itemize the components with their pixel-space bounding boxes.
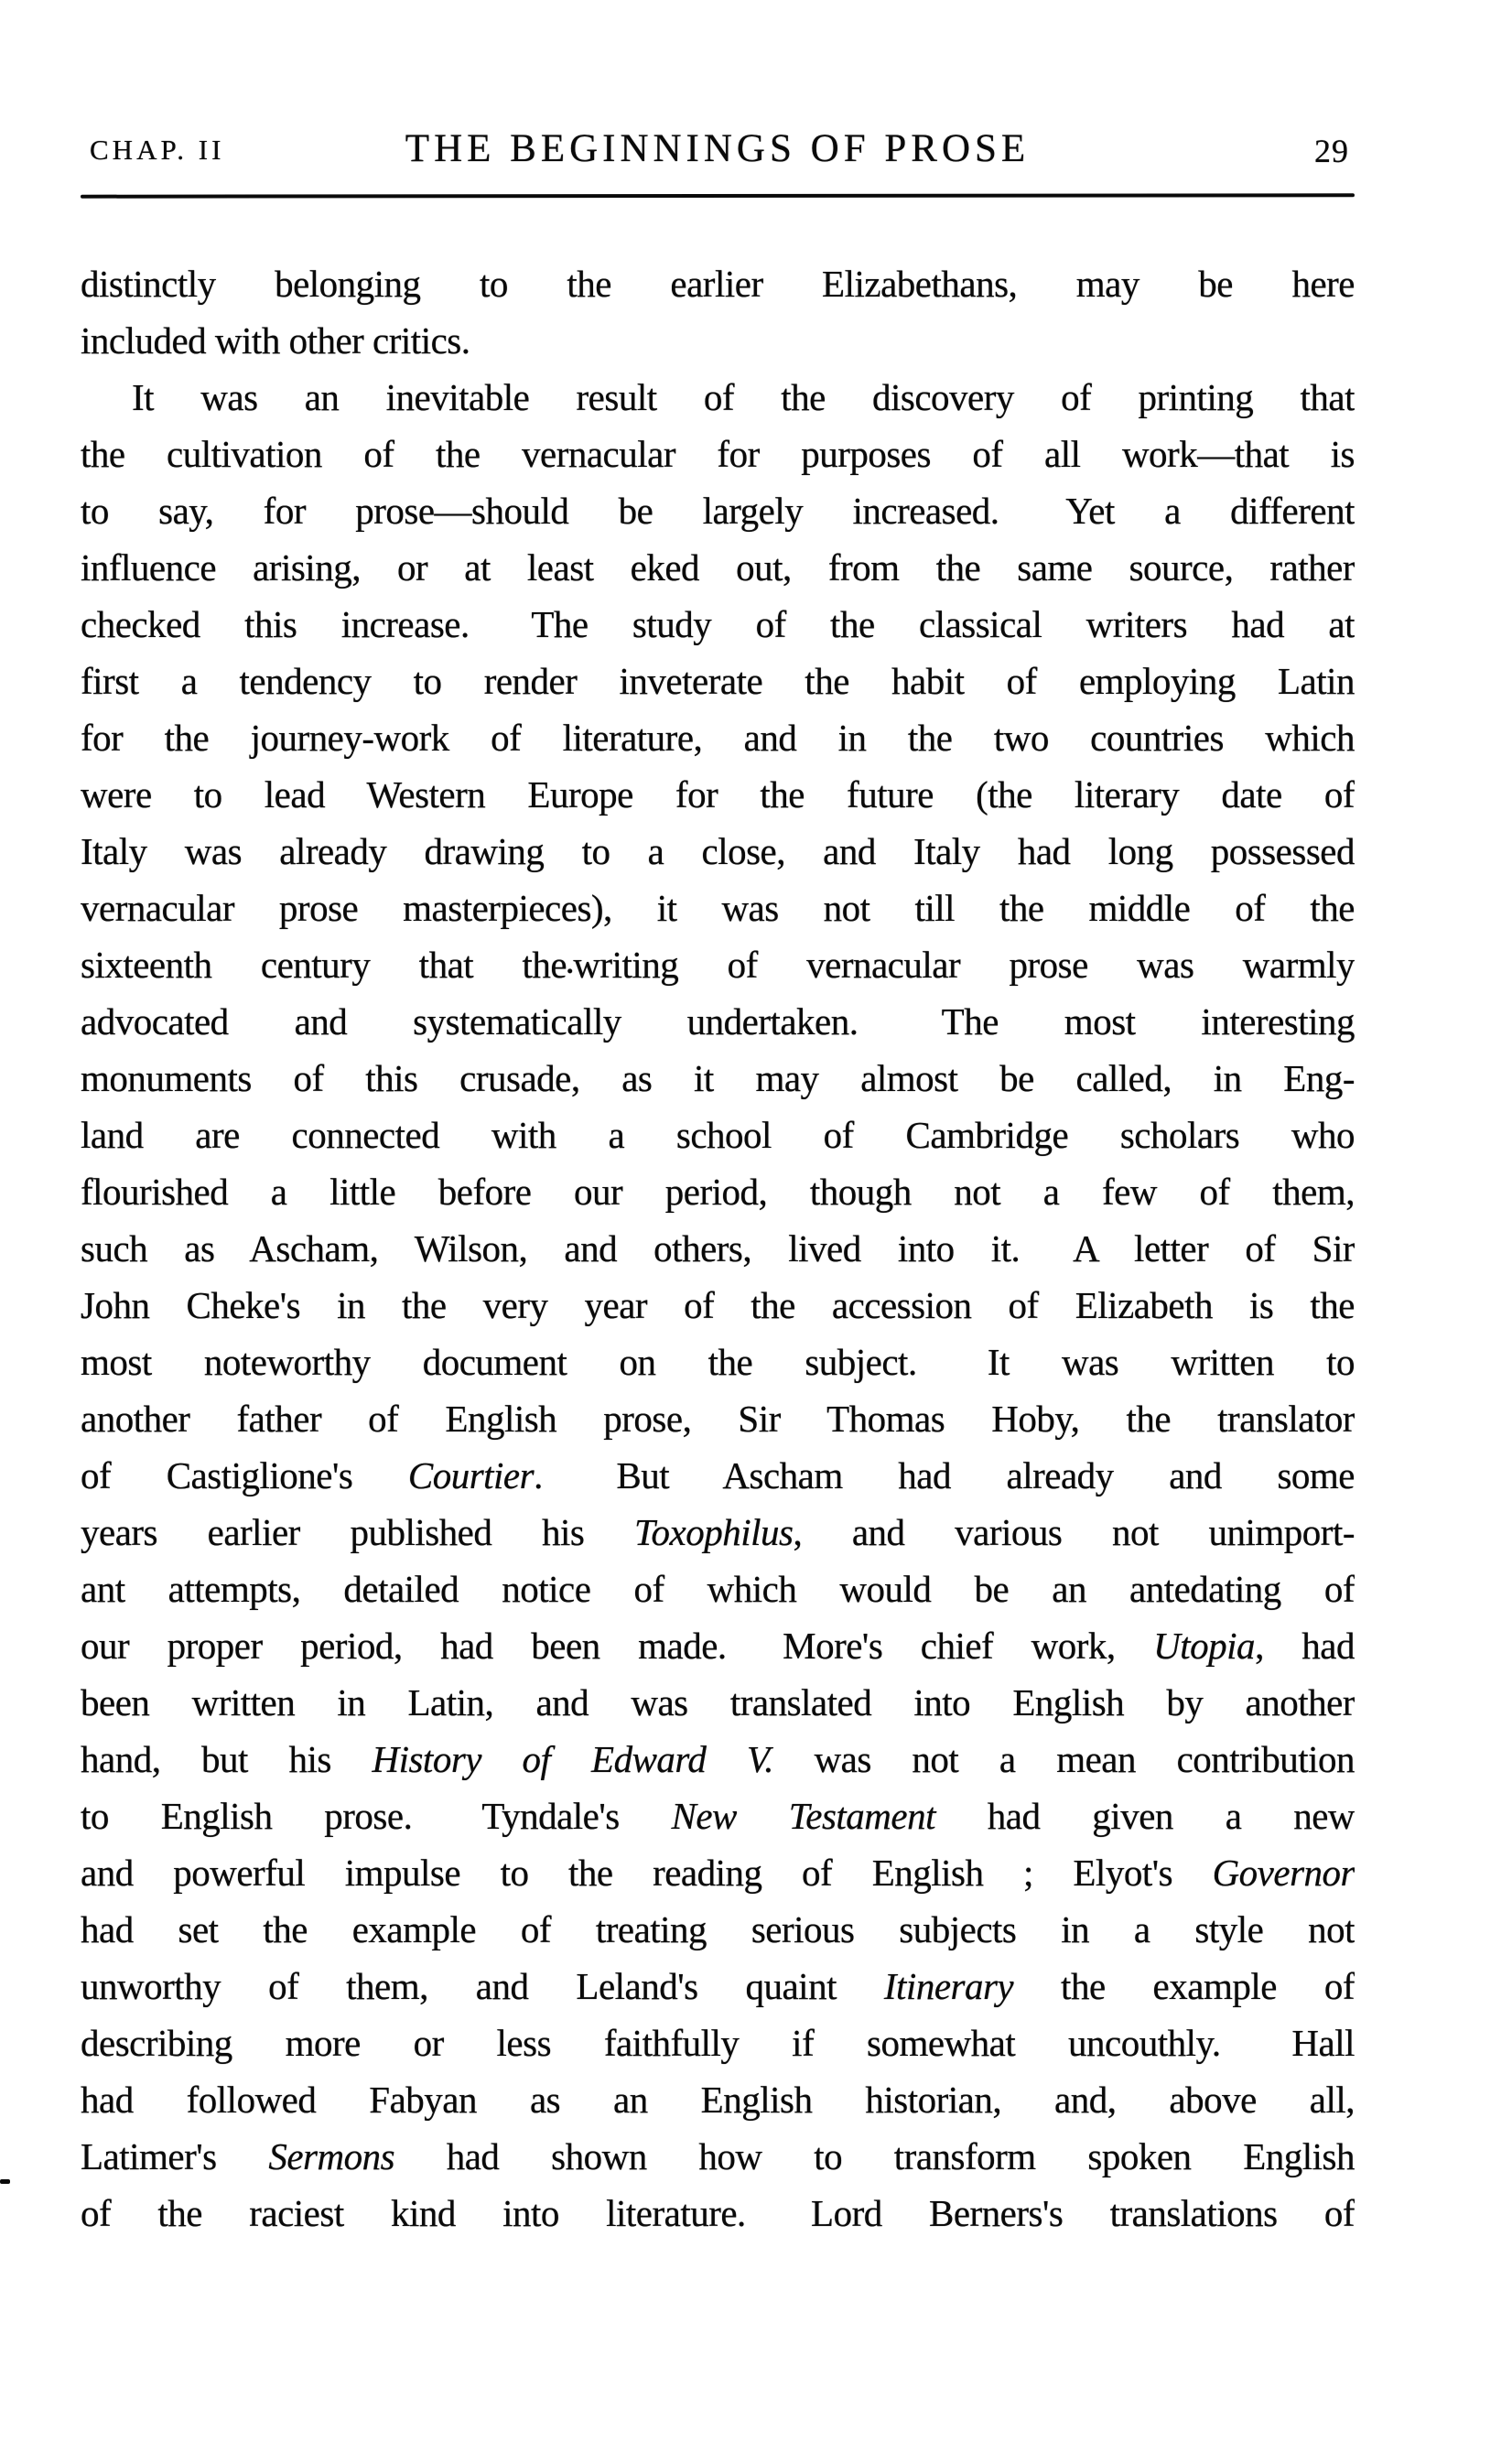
running-header	[81, 121, 1355, 168]
text-line	[81, 766, 1355, 823]
text-run: had shown how to transform spoken English	[394, 2135, 1355, 2177]
text-run: another father of English prose, Sir Thomas Hoby, the translator	[81, 1398, 1355, 1440]
page-title: THE BEGINNINGS OF PROSE	[405, 127, 1031, 170]
italic-work-title: History of Edward V.	[372, 1738, 773, 1780]
text-run: It was an inevitable result of the discovery of printing that	[132, 376, 1355, 418]
header-rule	[81, 193, 1355, 198]
text-line	[81, 1390, 1355, 1447]
text-run: distinctly belonging to the earlier Elizabethans, may be here	[81, 263, 1355, 305]
text-run: had followed Fabyan as an English historian, and, above all,	[81, 2079, 1355, 2121]
text-run: ant attempts, detailed notice of which would be an antedating of	[81, 1568, 1355, 1610]
text-run: . But Ascham had already and some	[534, 1454, 1355, 1496]
text-run: our proper period, had been made. More's chief work,	[81, 1625, 1154, 1667]
text-line	[81, 255, 1355, 312]
text-run: vernacular prose masterpieces), it was not till the middle of the	[81, 887, 1355, 929]
text-run: were to lead Western Europe for the future (the literary date of	[81, 773, 1355, 816]
text-line	[81, 369, 1355, 426]
text-line	[81, 709, 1355, 766]
text-line	[81, 1504, 1355, 1561]
text-run: Latimer's	[81, 2135, 269, 2177]
text-run: first a tendency to render inveterate the habit of employing Latin	[81, 660, 1355, 702]
text-run: , had	[1255, 1625, 1355, 1667]
text-line	[81, 653, 1355, 709]
text-run: land are connected with a school of Cambridge scholars who	[81, 1114, 1355, 1156]
text-line	[81, 823, 1355, 880]
text-line	[81, 312, 1355, 369]
italic-work-title: Governor	[1212, 1852, 1355, 1894]
text-run: the example of	[1013, 1965, 1355, 2007]
text-line	[81, 1788, 1355, 1844]
text-run: checked this increase. The study of the classical writers had at	[81, 603, 1355, 645]
text-run: most noteworthy document on the subject. It was written to	[81, 1341, 1355, 1383]
text-line	[81, 539, 1355, 596]
italic-work-title: Courtier	[407, 1454, 535, 1496]
text-run: , and various not unimport-	[793, 1511, 1355, 1553]
text-run: years earlier published his	[81, 1511, 634, 1553]
text-line	[81, 1674, 1355, 1731]
text-run: of Castiglione's	[81, 1454, 408, 1496]
italic-work-title: Sermons	[268, 2135, 395, 2177]
scan-speck	[0, 2179, 10, 2184]
italic-work-title: New Testament	[671, 1795, 935, 1837]
text-line	[81, 1277, 1355, 1334]
text-run: was not a mean contribution	[772, 1738, 1355, 1780]
text-line	[81, 596, 1355, 653]
text-run: Italy was already drawing to a close, and Italy had long possessed	[81, 830, 1355, 872]
text-run: included with other critics.	[81, 319, 470, 362]
text-run: hand, but his	[81, 1738, 373, 1780]
text-run: sixteenth century that the	[81, 944, 567, 986]
text-run: of the raciest kind into literature. Lord Berners's translations of	[81, 2192, 1355, 2234]
text-run: influence arising, or at least eked out, from the same source, rather	[81, 546, 1355, 589]
italic-work-title: Toxophilus	[633, 1511, 794, 1553]
text-line	[81, 482, 1355, 539]
chapter-label: CHAP. II	[90, 134, 225, 166]
italic-work-title: Itinerary	[883, 1965, 1014, 2007]
text-run: had given a new	[935, 1795, 1355, 1837]
text-run: had set the example of treating serious subjects in a style not	[81, 1908, 1355, 1950]
text-run: advocated and systematically undertaken. The most interesting	[81, 1000, 1355, 1042]
text-line	[81, 936, 1355, 993]
text-line	[81, 1334, 1355, 1390]
text-line	[81, 1107, 1355, 1163]
text-line	[81, 1844, 1355, 1901]
text-line	[81, 1731, 1355, 1788]
body-text	[81, 255, 1355, 2242]
italic-work-title: Utopia	[1153, 1625, 1256, 1667]
text-line	[81, 1617, 1355, 1674]
text-line	[81, 1220, 1355, 1277]
text-line	[81, 2185, 1355, 2242]
text-line	[81, 880, 1355, 936]
text-run: to say, for prose—should be largely increased. Yet a different	[81, 490, 1355, 532]
text-line	[81, 1163, 1355, 1220]
text-line	[81, 1958, 1355, 2015]
text-run: unworthy of them, and Leland's quaint	[81, 1965, 884, 2007]
text-run: to English prose. Tyndale's	[81, 1795, 672, 1837]
text-run: been written in Latin, and was translated into English by another	[81, 1681, 1355, 1723]
text-line	[81, 1561, 1355, 1617]
text-run: flourished a little before our period, though not a few of them,	[81, 1171, 1355, 1213]
text-line	[81, 1447, 1355, 1504]
text-line	[81, 2128, 1355, 2185]
text-line	[81, 993, 1355, 1050]
text-line	[81, 426, 1355, 482]
text-run: describing more or less faithfully if somewhat uncouthly. Hall	[81, 2022, 1355, 2064]
text-run: writing of vernacular prose was warmly	[573, 944, 1355, 986]
text-run: the cultivation of the vernacular for purposes of all work—that is	[81, 433, 1355, 475]
text-run: John Cheke's in the very year of the accession of Elizabeth is the	[81, 1284, 1355, 1326]
text-line	[81, 1050, 1355, 1107]
text-run: such as Ascham, Wilson, and others, lived into it. A letter of Sir	[81, 1227, 1355, 1269]
ink-speck: •	[567, 962, 574, 982]
text-line	[81, 1901, 1355, 1958]
text-line	[81, 2071, 1355, 2128]
text-line	[81, 2015, 1355, 2071]
text-run: monuments of this crusade, as it may almost be called, in Eng-	[81, 1057, 1355, 1099]
page-number: 29	[1314, 133, 1349, 169]
text-run: and powerful impulse to the reading of English ; Elyot's	[81, 1852, 1213, 1894]
text-run: for the journey-work of literature, and in the two countries which	[81, 717, 1355, 759]
